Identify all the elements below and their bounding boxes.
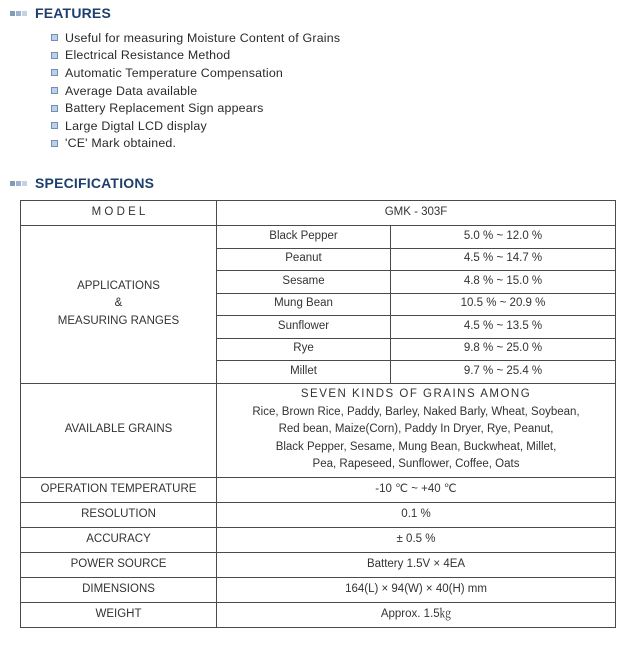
spec-value: 164(L) × 94(W) × 40(H) mm bbox=[217, 577, 616, 602]
feature-item: Automatic Temperature Compensation bbox=[51, 64, 340, 82]
grains-line: Rice, Brown Rice, Paddy, Barley, Naked Barly, Wheat, Soybean, bbox=[252, 405, 580, 418]
spec-row bbox=[21, 527, 616, 552]
available-grains-heading: SEVEN KINDS OF GRAINS AMONG bbox=[300, 388, 532, 401]
spec-value: Battery 1.5V × 4EA bbox=[217, 552, 616, 577]
grain-name: Sesame bbox=[217, 271, 391, 294]
grain-name: Rye bbox=[217, 338, 391, 361]
model-label: M O D E L bbox=[21, 201, 217, 226]
model-value: GMK - 303F bbox=[217, 201, 616, 226]
bullet-square-icon bbox=[51, 52, 58, 59]
specifications-heading bbox=[10, 174, 154, 192]
grain-range: 4.5 % ~ 14.7 % bbox=[391, 248, 616, 271]
grain-name: Sunflower bbox=[217, 316, 391, 339]
heading-square-icon bbox=[10, 11, 27, 16]
specifications-table bbox=[20, 200, 616, 628]
heading-square-icon bbox=[10, 181, 27, 186]
grain-range: 9.8 % ~ 25.0 % bbox=[391, 338, 616, 361]
features-list bbox=[51, 29, 340, 152]
spec-label: RESOLUTION bbox=[21, 502, 217, 527]
spec-value: -10 ℃ ~ +40 ℃ bbox=[217, 477, 616, 502]
spec-row bbox=[21, 602, 616, 627]
spec-label: WEIGHT bbox=[21, 602, 217, 627]
bullet-square-icon bbox=[51, 140, 58, 147]
bullet-square-icon bbox=[51, 105, 58, 112]
bullet-square-icon bbox=[51, 69, 58, 76]
grains-line: Red bean, Maize(Corn), Paddy In Dryer, Rye, Peanut, bbox=[278, 423, 554, 436]
grain-range: 5.0 % ~ 12.0 % bbox=[391, 226, 616, 249]
spec-label: POWER SOURCE bbox=[21, 552, 217, 577]
grains-line: Black Pepper, Sesame, Mung Bean, Buckwheat, Millet, bbox=[275, 440, 557, 453]
spec-row bbox=[21, 477, 616, 502]
available-grains-list bbox=[217, 383, 616, 477]
spec-row bbox=[21, 502, 616, 527]
bullet-square-icon bbox=[51, 34, 58, 41]
grain-name: Millet bbox=[217, 361, 391, 384]
grain-range: 10.5 % ~ 20.9 % bbox=[391, 293, 616, 316]
spec-value: Approx. 1.5㎏ bbox=[217, 602, 616, 627]
applications-label: APPLICATIONS & MEASURING RANGES bbox=[21, 226, 217, 384]
grain-range: 9.7 % ~ 25.4 % bbox=[391, 361, 616, 384]
spec-row bbox=[21, 552, 616, 577]
feature-item: Average Data available bbox=[51, 82, 340, 100]
feature-item: Electrical Resistance Method bbox=[51, 47, 340, 65]
range-row bbox=[21, 226, 616, 249]
spec-label: DIMENSIONS bbox=[21, 577, 217, 602]
feature-item: 'CE' Mark obtained. bbox=[51, 135, 340, 153]
spec-label: OPERATION TEMPERATURE bbox=[21, 477, 217, 502]
available-grains-label: AVAILABLE GRAINS bbox=[21, 383, 217, 477]
spec-value: 0.1 % bbox=[217, 502, 616, 527]
feature-item: Battery Replacement Sign appears bbox=[51, 99, 340, 117]
spec-label: ACCURACY bbox=[21, 527, 217, 552]
spec-row bbox=[21, 577, 616, 602]
feature-item: Large Digtal LCD display bbox=[51, 117, 340, 135]
feature-item: Useful for measuring Moisture Content of Grains bbox=[51, 29, 340, 47]
spec-value: ± 0.5 % bbox=[217, 527, 616, 552]
features-title: FEATURES bbox=[35, 5, 112, 21]
grain-range: 4.5 % ~ 13.5 % bbox=[391, 316, 616, 339]
model-row bbox=[21, 201, 616, 226]
available-grains-row bbox=[21, 383, 616, 477]
grain-name: Black Pepper bbox=[217, 226, 391, 249]
grain-name: Peanut bbox=[217, 248, 391, 271]
grains-line: Pea, Rapeseed, Sunflower, Coffee, Oats bbox=[312, 458, 520, 471]
bullet-square-icon bbox=[51, 122, 58, 129]
grain-range: 4.8 % ~ 15.0 % bbox=[391, 271, 616, 294]
features-heading bbox=[10, 4, 111, 22]
grain-name: Mung Bean bbox=[217, 293, 391, 316]
specifications-title: SPECIFICATIONS bbox=[35, 175, 155, 191]
bullet-square-icon bbox=[51, 87, 58, 94]
